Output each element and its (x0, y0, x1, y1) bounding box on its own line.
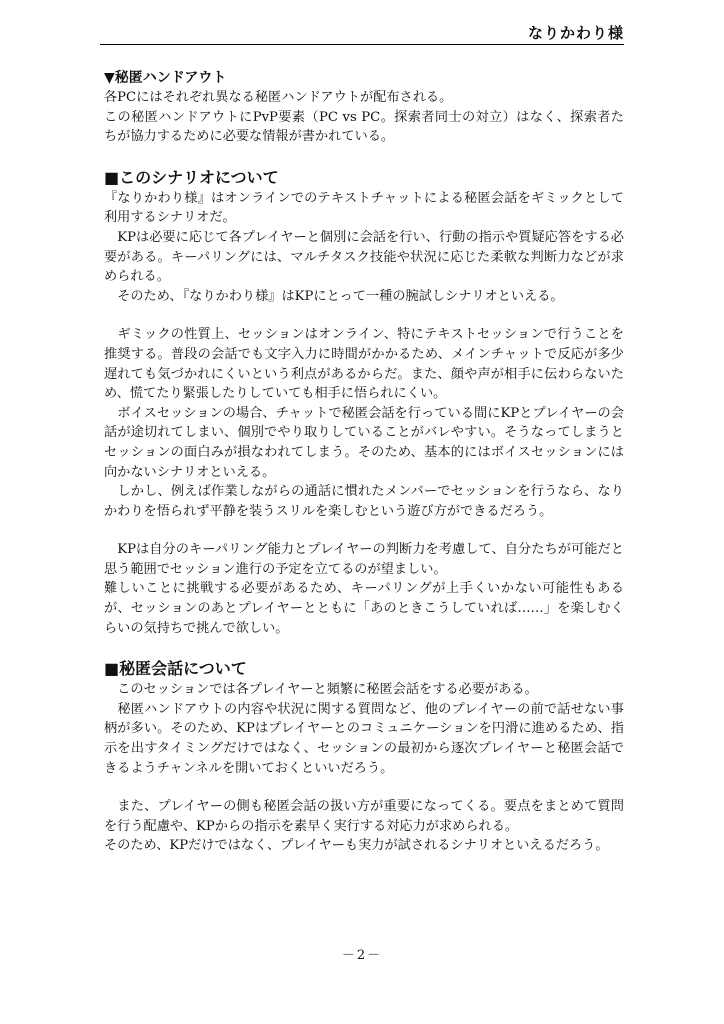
paragraph: 秘匿ハンドアウトの内容や状況に関する質問など、他のプレイヤーの前で話せない事柄が多い。そのため、KPはプレイヤーとのコミュニケーションを円滑に進めるため、指示を出すタイミングだけではなく、セッションの最初から逐次プレイヤーと秘匿会話できるようチャンネルを開いておくといいだろう。 (104, 701, 624, 776)
paragraph: また、プレイヤーの側も秘匿会話の扱い方が重要になってくる。要点をまとめて質問を行う配慮や、KPからの指示を素早く実行する対応力が求められる。 (104, 799, 624, 834)
paragraph: 各PCにはそれぞれ異なる秘匿ハンドアウトが配布される。 (104, 90, 453, 105)
page-body (104, 68, 624, 856)
paragraph: このセッションでは各プレイヤーと頻繁に秘匿会話をする必要がある。 (104, 682, 538, 698)
paragraph: しかし、例えば作業しながらの通話に慣れたメンバーでセッションを行うなら、なりかわりを悟られず平静を装うスリルを楽しむという遊び方ができるだろう。 (104, 484, 624, 519)
paragraph: ギミックの性質上、セッションはオンライン、特にテキストセッションで行うことを推奨する。普段の会話でも文字入力に時間がかかるため、メインチャットで反応が多少遅れても気づかれにくいという利点があるからだ。また、顔や声が相手に伝わらないため、慌てたり緊張したりしていても相手に悟られにくい。 (104, 327, 624, 402)
paragraph: この秘匿ハンドアウトにPvP要素（PC vs PC。探索者同士の対立）はなく、探索者たちが協力するために必要な情報が書かれている。 (104, 109, 624, 145)
section-about-scenario (104, 167, 624, 638)
paragraph: そのため、KPだけではなく、プレイヤーも実力が試されるシナリオといえるだろう。 (104, 838, 609, 854)
secret-talk-heading: ■秘匿会話について (104, 659, 247, 679)
running-head-title: なりかわり様 (527, 24, 624, 42)
page-number: －2－ (341, 948, 383, 963)
secret-handout-heading: ▼秘匿ハンドアウト (104, 70, 227, 86)
about-scenario-heading: ■このシナリオについて (104, 167, 279, 187)
paragraph: そのため、『なりかわり様』はKPにとって一種の腕試しシナリオといえる。 (104, 288, 564, 304)
section-secret-talk (104, 658, 624, 856)
section-secret-handout (104, 68, 624, 147)
paragraph: 難しいことに挑戦する必要があるため、キーパリングが上手くいかない可能性もあるが、セッションのあとプレイヤーとともに「あのときこうしていれば……」を楽しむくらいの気持ちで挑んで欲しい。 (104, 581, 624, 636)
paragraph: KPは必要に応じて各プレイヤーと個別に会話を行い、行動の指示や質疑応答をする必要がある。キーパリングには、マルチタスク技能や状況に応じた柔軟な判断力などが求められる。 (104, 229, 624, 285)
paragraph: ボイスセッションの場合、チャットで秘匿会話を行っている間にKPとプレイヤーの会話が途切れてしまい、個別でやり取りしていることがバレやすい。そうなってしまうとセッションの面白みが損なわれてしまう。そのため、基本的にはボイスセッションには向かないシナリオといえる。 (104, 405, 624, 480)
header-rule (100, 44, 624, 45)
paragraph: 『なりかわり様』はオンラインでのテキストチャットによる秘匿会話をギミックとして利用するシナリオだ。 (104, 190, 624, 226)
paragraph: KPは自分のキーパリング能力とプレイヤーの判断力を考慮して、自分たちが可能だと思う範囲でセッション進行の予定を立てるのが望ましい。 (104, 542, 624, 577)
